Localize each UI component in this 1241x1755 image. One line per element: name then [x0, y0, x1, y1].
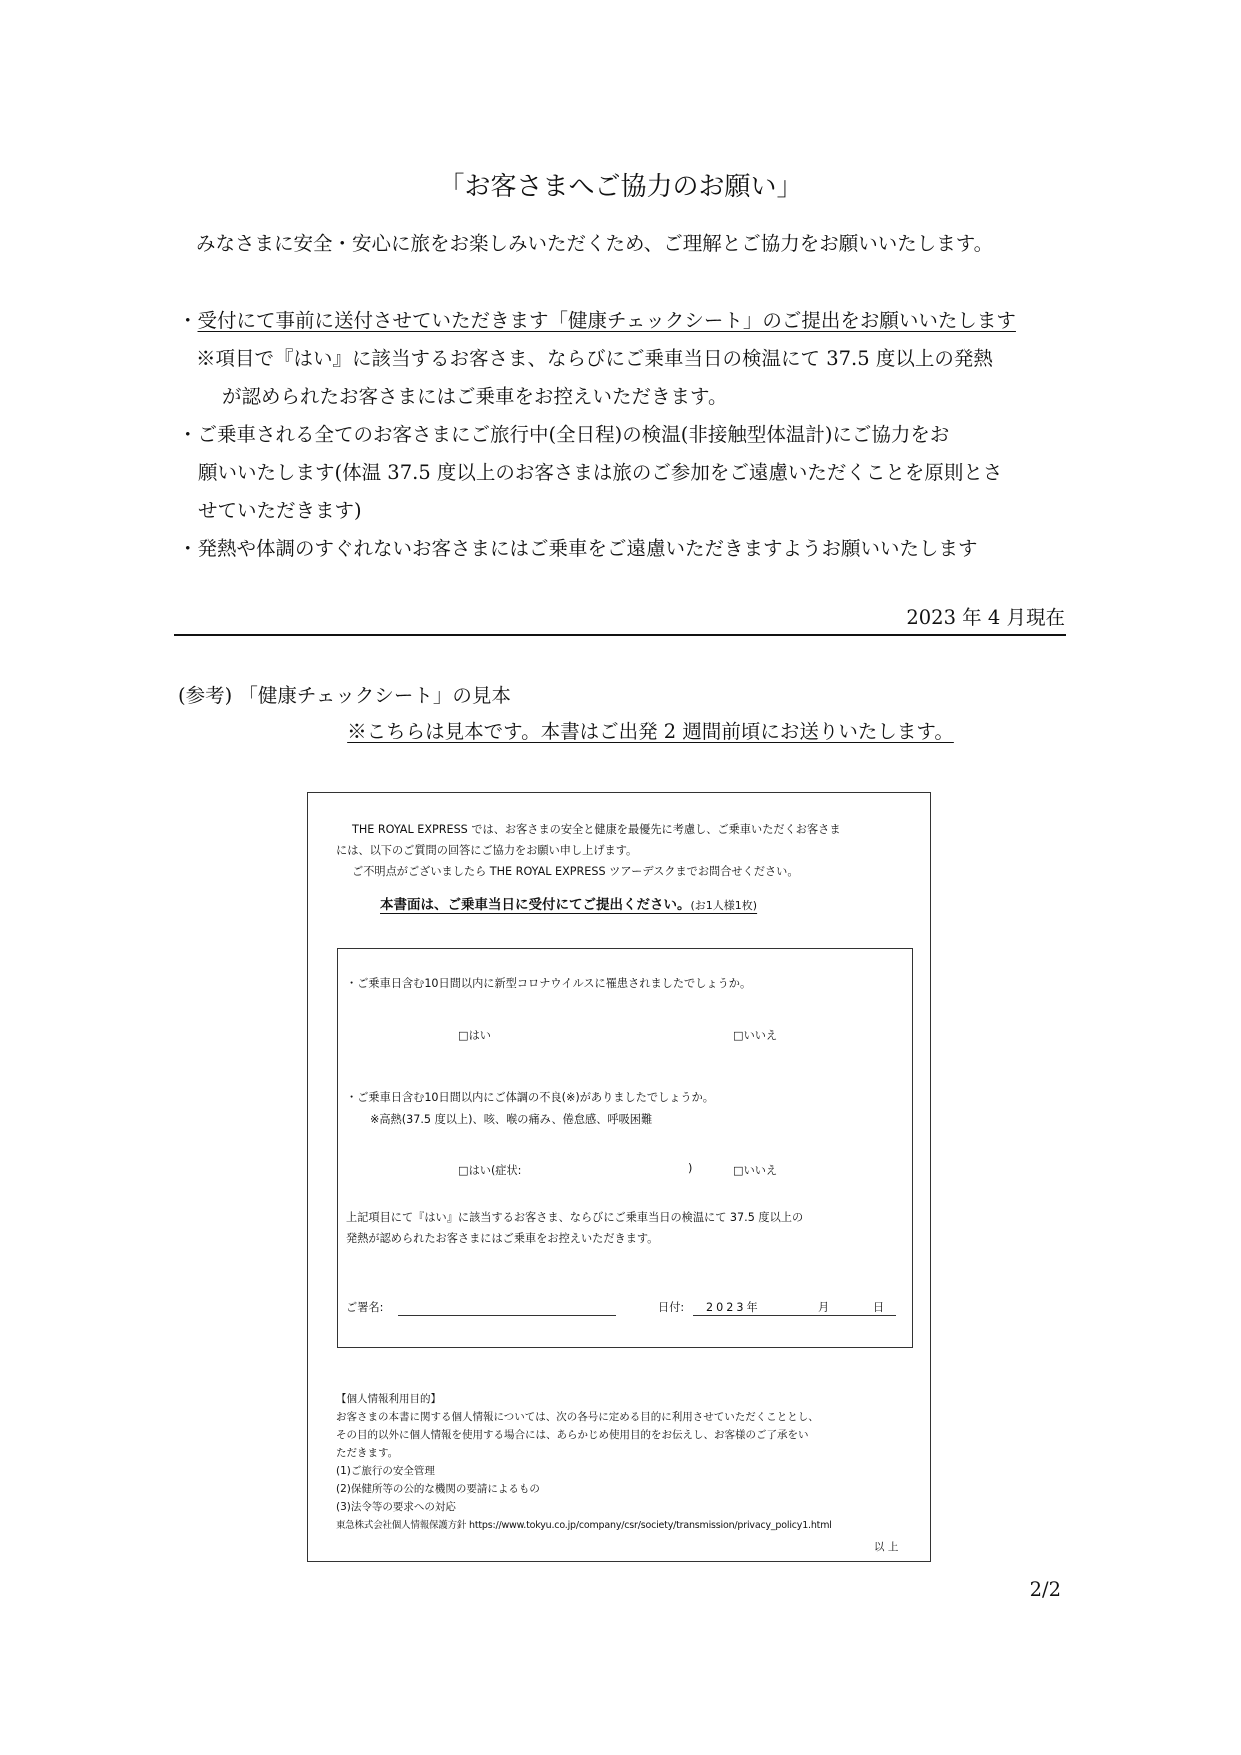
reference-heading: (参考) 「健康チェックシート」の見本 [178, 684, 511, 707]
date-label: 日付: [658, 1301, 685, 1314]
sheet-intro-2: には、以下のご質問の回答にご協力をお願い申し上げます。 [336, 844, 638, 857]
date-line[interactable] [693, 1315, 896, 1316]
signature-line[interactable] [398, 1315, 616, 1316]
date-day: 日 [873, 1301, 885, 1314]
as-of-date: 2023 年 4 月現在 [906, 606, 1065, 629]
sheet-submit-text: 本書面は、ご乗車当日に受付にてご提出ください。 [380, 897, 691, 913]
question-box [337, 948, 913, 1348]
sample-note [0, 716, 1241, 744]
privacy-policy-link[interactable]: 東急株式会社個人情報保護方針 https://www.tokyu.co.jp/company/csr/society/transmission/privacy_policy1.html [336, 1520, 832, 1531]
privacy-item-3: (3)法令等の要求への対応 [336, 1501, 456, 1513]
q2-no-checkbox[interactable]: □いいえ [733, 1164, 778, 1177]
date-year: 2023年 [706, 1301, 761, 1314]
sheet-intro-1: THE ROYAL EXPRESS では、お客さまの安全と健康を最優先に考慮し、ご乗車いただくお客さま [352, 823, 841, 836]
bullet-2-line-3: せていただきます) [198, 499, 362, 522]
question-2: ・ご乗車日含む10日間以内にご体調の不良(※)がありましたでしょうか。 [346, 1091, 714, 1104]
bullet-1-mark: ・ [178, 309, 198, 332]
q2-symptom-close: ) [688, 1162, 693, 1175]
privacy-line-2: その目的以外に個人情報を使用する場合には、あらかじめ使用目的をお伝えし、お客様のご了承をい [336, 1429, 809, 1441]
bullet-3: ・発熱や体調のすぐれないお客さまにはご乗車をご遠慮いただきますようお願いいたします [178, 537, 978, 560]
bullet-1-note-line-1: ※項目で『はい』に該当するお客さま、ならびにご乗車当日の検温にて 37.5 度以上の発熱 [196, 347, 993, 370]
privacy-line-1: お客さまの本書に関する個人情報については、次の各号に定める目的に利用させていただくこととし、 [336, 1411, 819, 1423]
bullet-2-line-1: ・ご乗車される全てのお客さまにご旅行中(全日程)の検温(非接触型体温計)にご協力をお [178, 423, 950, 446]
privacy-item-1: (1)ご旅行の安全管理 [336, 1465, 435, 1477]
intro-text: みなさまに安全・安心に旅をお楽しみいただくため、ご理解とご協力をお願いいたします。 [196, 232, 994, 255]
end-mark: 以 上 [874, 1541, 899, 1553]
signature-label: ご署名: [346, 1301, 384, 1314]
divider [174, 634, 1066, 636]
q2-yes-checkbox[interactable]: □はい(症状: [458, 1164, 522, 1177]
warning-line-2: 発熱が認められたお客さまにはご乗車をお控えいただきます。 [346, 1232, 659, 1245]
sheet-submit-instruction [380, 893, 757, 913]
sample-note-text: ※こちらは見本です。本書はご出発 2 週間前頃にお送りいたします。 [347, 720, 954, 743]
sheet-intro-3: ご不明点がございましたら THE ROYAL EXPRESS ツアーデスクまでお問合せください。 [352, 865, 799, 878]
q1-no-checkbox[interactable]: □いいえ [733, 1029, 778, 1042]
sheet-submit-small: (お1人様1枚) [690, 899, 758, 912]
privacy-line-3: ただきます。 [336, 1447, 399, 1459]
privacy-title: 【個人情報利用目的】 [336, 1393, 441, 1405]
privacy-item-2: (2)保健所等の公的な機関の要請によるもの [336, 1483, 540, 1495]
health-check-sheet-sample [307, 792, 931, 1562]
question-1: ・ご乗車日含む10日間以内に新型コロナウイルスに罹患されましたでしょうか。 [346, 977, 752, 990]
bullet-2-line-2: 願いいたします(体温 37.5 度以上のお客さまは旅のご参加をご遠慮いただくことを原則とさ [198, 461, 1003, 484]
bullet-1-text: 受付にて事前に送付させていただきます「健康チェックシート」のご提出をお願いいたします [197, 309, 1016, 332]
question-2-note: ※高熱(37.5 度以上)、咳、喉の痛み、倦怠感、呼吸困難 [370, 1113, 653, 1126]
bullet-1-note-line-2: が認められたお客さまにはご乗車をお控えいただきます。 [222, 385, 728, 408]
bullet-1 [178, 305, 1016, 333]
date-month: 月 [818, 1301, 830, 1314]
q1-yes-checkbox[interactable]: □はい [458, 1029, 491, 1042]
warning-line-1: 上記項目にて『はい』に該当するお客さま、ならびにご乗車当日の検温にて 37.5 度以上の [346, 1211, 804, 1224]
page-number: 2/2 [1029, 1578, 1061, 1601]
page-title: 「お客さまへご協力のお願い」 [438, 172, 803, 202]
